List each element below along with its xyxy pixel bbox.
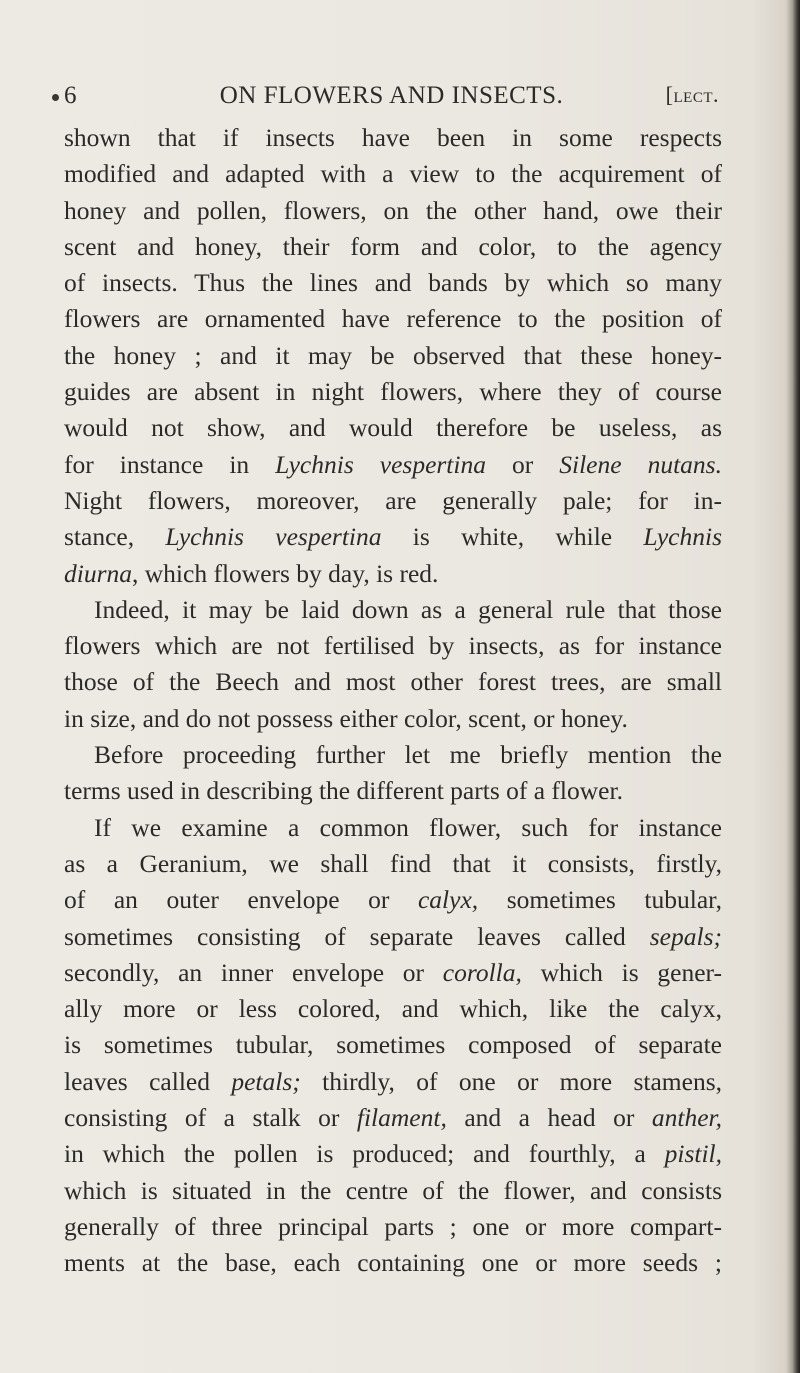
- text-segment: guides are absent in night flowers, where they of course: [64, 377, 722, 407]
- italic-term: corolla,: [442, 957, 522, 987]
- italic-term: diurna: [64, 558, 133, 588]
- lecture-mark: [lect.: [665, 82, 719, 107]
- text-segment: If we examine a common flower, such for instance: [94, 812, 722, 842]
- text-line: [64, 991, 722, 1027]
- text-line: [64, 519, 722, 555]
- text-line: [64, 483, 722, 519]
- text-segment: of an outer envelope or: [64, 885, 418, 915]
- text-segment: shown that if insects have been in some respects: [64, 123, 722, 152]
- text-line: [64, 955, 722, 991]
- italic-term: calyx,: [417, 885, 479, 915]
- text-segment: scent and honey, their form and color, to the agency: [64, 231, 722, 261]
- text-line: [64, 1245, 722, 1281]
- text-line: [64, 120, 722, 156]
- text-line: [64, 556, 722, 592]
- text-line: [64, 592, 722, 628]
- text-line: [64, 664, 722, 700]
- text-line: [64, 156, 722, 192]
- italic-term: Lychnis: [643, 522, 722, 552]
- running-title: ON FLOWERS AND INSECTS.: [219, 82, 564, 109]
- text-segment: ments at the base, each containing one or more seeds ;: [64, 1248, 722, 1278]
- ink-speck: [52, 94, 59, 101]
- page-number: 6: [64, 82, 77, 109]
- text-line: [64, 846, 722, 882]
- text-segment: leaves called: [64, 1066, 232, 1096]
- italic-term: Lychnis vespertina: [275, 449, 486, 479]
- italic-term: filament,: [356, 1103, 447, 1133]
- text-segment: , which flowers by day, is red.: [132, 558, 439, 588]
- text-segment: as a Geranium, we shall find that it consists, firstly,: [64, 848, 722, 878]
- text-segment: modified and adapted with a view to the acquirement of: [64, 159, 722, 189]
- text-line: [64, 773, 722, 809]
- text-segment: flowers are ornamented have reference to the position of: [64, 304, 722, 334]
- text-line: [64, 301, 722, 337]
- text-line: [64, 701, 722, 737]
- text-line: [64, 919, 722, 955]
- text-segment: and a head or: [446, 1103, 652, 1133]
- text-segment: consisting of a stalk or: [64, 1103, 357, 1133]
- text-segment: flowers which are not fertilised by insects, as for instance: [64, 631, 722, 661]
- text-segment: those of the Beech and most other forest trees, are small: [64, 667, 722, 697]
- text-line: [64, 1209, 722, 1245]
- text-segment: would not show, and would therefore be useless, as: [64, 413, 722, 443]
- italic-term: anther,: [651, 1103, 722, 1133]
- text-line: [64, 628, 722, 664]
- text-segment: the honey ; and it may be observed that these honey-: [64, 340, 722, 370]
- text-segment: which is situated in the centre of the flower, and consists: [64, 1175, 722, 1205]
- text-line: [64, 410, 722, 446]
- italic-term: sepals;: [649, 921, 722, 951]
- text-line: [64, 1173, 722, 1209]
- italic-term: Lychnis vespertina: [165, 522, 382, 552]
- text-segment: in which the pollen is produced; and fourthly, a: [64, 1139, 665, 1169]
- text-segment: sometimes consisting of separate leaves called: [64, 921, 650, 951]
- text-segment: Indeed, it may be laid down as a general rule that those: [94, 594, 722, 624]
- text-segment: or: [485, 449, 560, 479]
- text-segment: Before proceeding further let me briefly mention the: [94, 740, 722, 770]
- text-line: [64, 1136, 722, 1172]
- text-line: [64, 882, 722, 918]
- text-segment: is sometimes tubular, sometimes composed of separate: [64, 1030, 722, 1060]
- text-segment: Night flowers, moreover, are generally pale; for in-: [64, 485, 722, 515]
- text-line: [64, 229, 722, 265]
- italic-term: petals;: [231, 1066, 301, 1096]
- text-line: [64, 1064, 722, 1100]
- text-segment: of insects. Thus the lines and bands by which so many: [64, 268, 722, 298]
- text-line: [64, 1100, 722, 1136]
- italic-term: pistil,: [664, 1139, 722, 1169]
- text-segment: in size, and do not possess either color, scent, or honey.: [64, 703, 628, 733]
- page-edge-shadow: [786, 0, 800, 1373]
- text-line: [64, 737, 722, 773]
- text-segment: for instance in: [64, 449, 276, 479]
- text-segment: secondly, an inner envelope or: [64, 957, 443, 987]
- text-segment: ally more or less colored, and which, like the calyx,: [64, 994, 722, 1024]
- text-line: [64, 374, 722, 410]
- text-segment: stance,: [64, 522, 166, 552]
- text-line: [64, 1027, 722, 1063]
- running-head: [64, 82, 719, 112]
- text-line: [64, 338, 722, 374]
- text-segment: generally of three principal parts ; one or more compart-: [64, 1211, 722, 1241]
- text-segment: sometimes tubular,: [478, 885, 722, 915]
- text-line: [64, 447, 722, 483]
- italic-term: Silene nutans.: [559, 449, 722, 479]
- text-segment: thirdly, of one or more stamens,: [300, 1066, 722, 1096]
- text-line: [64, 265, 722, 301]
- text-segment: honey and pollen, flowers, on the other hand, owe their: [64, 195, 722, 225]
- text-segment: terms used in describing the different parts of a flower.: [64, 776, 623, 806]
- body-text: [64, 120, 722, 1282]
- text-line: [64, 810, 722, 846]
- text-line: [64, 193, 722, 229]
- text-segment: which is gener-: [521, 957, 722, 987]
- text-segment: is white, while: [381, 522, 644, 552]
